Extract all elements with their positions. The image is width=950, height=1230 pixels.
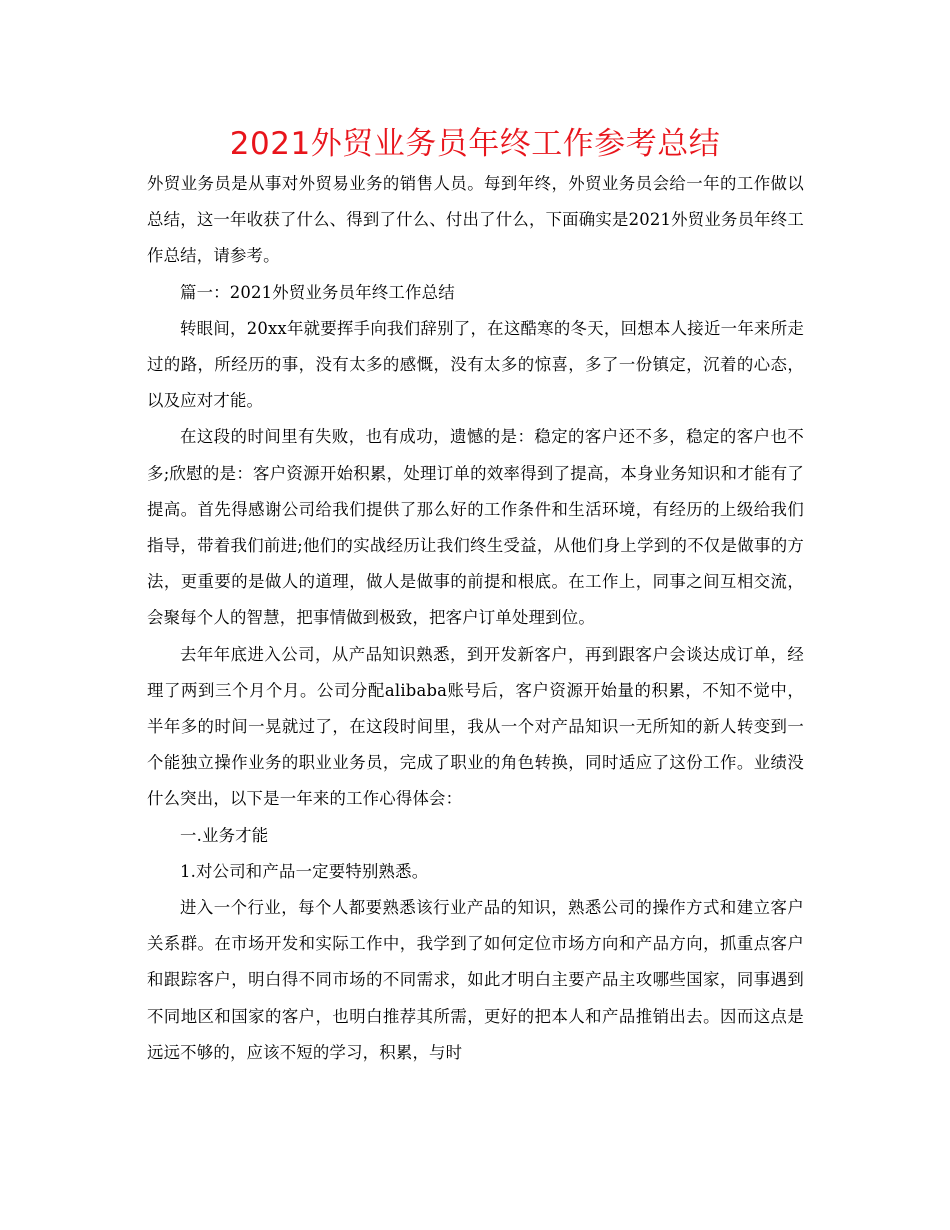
paragraph-opening: 转眼间，20xx年就要挥手向我们辞别了，在这酷寒的冬天，回想本人接近一年来所走过的路，所经历的事，没有太多的感慨，没有太多的惊喜，多了一份镇定，沉着的心态，以及应对才能。 <box>147 318 804 411</box>
paragraph-point-1: 1.对公司和产品一定要特别熟悉。 <box>180 861 429 881</box>
paragraph-successes-failures: 在这段的时间里有失败，也有成功，遗憾的是：稳定的客户还不多，稳定的客户也不多;欣慰的是：客户资源开始积累，处理订单的效率得到了提高，本身业务知识和才能有了提高。首先得感谢公司给我们提供了那么好的工作条件和生活环境，有经历的上级给我们指导，带着我们前进;他们的实战经历让我们终生受益，从他们身上学到的不仅是做事的方法，更重要的是做人的道理，做人是做事的前提和根底。在工作上，同事之间互相交流，会聚每个人的智慧，把事情做到极致，把客户订单处理到位。 <box>147 427 804 628</box>
paragraph-subheading-business-skills: 一.业务才能 <box>180 825 269 845</box>
paragraph-section-heading: 篇一：2021外贸业务员年终工作总结 <box>180 282 455 302</box>
document-body <box>147 166 804 1071</box>
document-title: 2021外贸业务员年终工作参考总结 <box>229 126 721 162</box>
paragraph-intro: 外贸业务员是从事对外贸易业务的销售人员。每到年终，外贸业务员会给一年的工作做以总结，这一年收获了什么、得到了什么、付出了什么，下面确实是2021外贸业务员年终工作总结，请参考。 <box>147 174 804 266</box>
paragraph-joining-company: 去年年底进入公司，从产品知识熟悉，到开发新客户，再到跟客户会谈达成订单，经理了两到三个月个月。公司分配alibaba账号后，客户资源开始量的积累，不知不觉中，半年多的时间一晃就过了，在这段时间里，我从一个对产品知识一无所知的新人转变到一个能独立操作业务的职业业务员，完成了职业的角色转换，同时适应了这份工作。业绩没什么突出，以下是一年来的工作心得体会： <box>147 644 804 809</box>
paragraph-industry-knowledge: 进入一个行业，每个人都要熟悉该行业产品的知识，熟悉公司的操作方式和建立客户关系群。在市场开发和实际工作中，我学到了如何定位市场方向和产品方向，抓重点客户和跟踪客户，明白得不同市场的不同需求，如此才明白主要产品主攻哪些国家，同事遇到不同地区和国家的客户，也明白推荐其所需，更好的把本人和产品推销出去。因而这点是远远不够的，应该不短的学习，积累，与时 <box>147 898 804 1062</box>
